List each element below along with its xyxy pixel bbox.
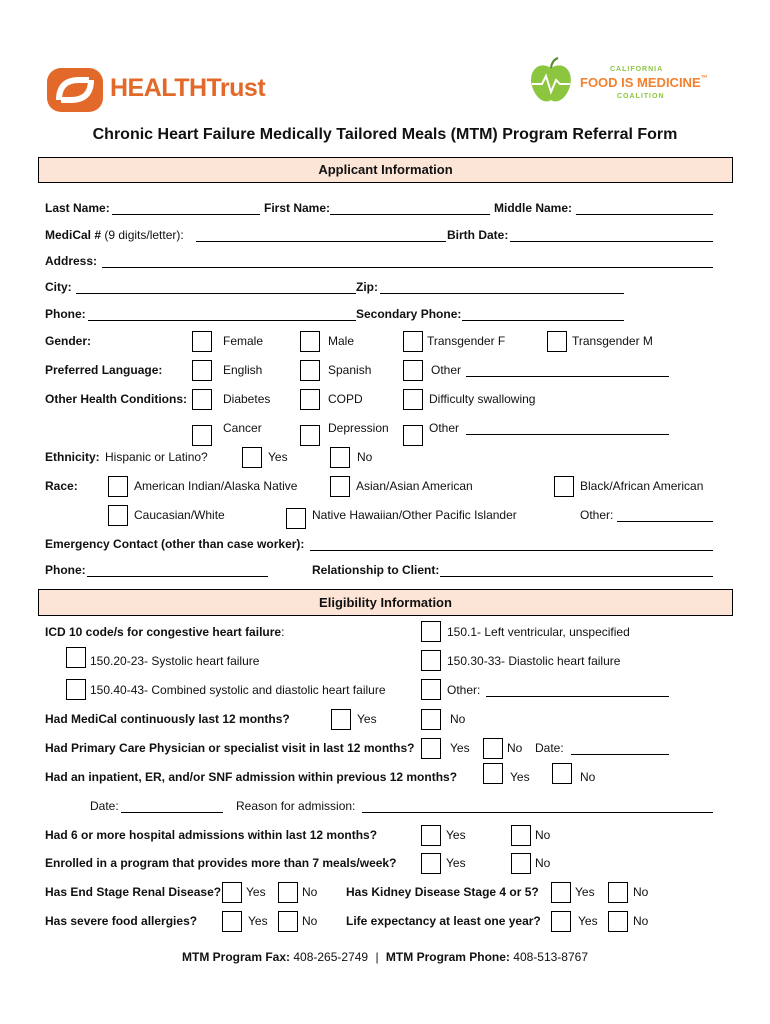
enrolled-question: Enrolled in a program that provides more than 7 meals/week?: [45, 856, 397, 870]
race-caucasian-label: Caucasian/White: [134, 508, 225, 522]
emergency-phone-field[interactable]: [87, 576, 268, 577]
fim-bottom-text: COALITION: [617, 93, 665, 100]
form-title: Chronic Heart Failure Medically Tailored Meals (MTM) Program Referral Form: [92, 126, 678, 143]
allergies-question: Has severe food allergies?: [45, 914, 198, 928]
footer-fax-label: MTM Program Fax:: [182, 950, 291, 964]
middle-name-field[interactable]: [576, 214, 713, 215]
health-diabetes-checkbox[interactable]: [192, 389, 212, 410]
medical-number-label: [45, 228, 184, 242]
icd-diastolic-label: 150.30-33- Diastolic heart failure: [447, 654, 621, 668]
gender-female-checkbox[interactable]: [192, 331, 212, 352]
six-admissions-yes-checkbox[interactable]: [421, 825, 441, 846]
city-field[interactable]: [76, 293, 356, 294]
health-other-field[interactable]: [466, 434, 669, 435]
phone-label: Phone:: [45, 307, 86, 321]
race-black-checkbox[interactable]: [554, 476, 574, 497]
ethnicity-no-label: No: [357, 450, 373, 464]
medical-number-bold: MediCal #: [45, 228, 102, 242]
medical-continuous-question: Had MediCal continuously last 12 months?: [45, 712, 290, 726]
life-expectancy-yes-label: Yes: [578, 914, 598, 928]
esrd-no-label: No: [302, 885, 318, 899]
language-english-label: English: [223, 363, 263, 377]
ethnicity-label: Ethnicity:: [45, 450, 100, 464]
icd-combined-label: 150.40-43- Combined systolic and diastolic heart failure: [90, 683, 386, 697]
gender-label: Gender:: [45, 334, 92, 348]
health-depression-label: Depression: [328, 421, 389, 435]
language-spanish-label: Spanish: [328, 363, 372, 377]
pcp-visit-yes-label: Yes: [450, 741, 470, 755]
inpatient-no-checkbox[interactable]: [552, 763, 572, 784]
zip-label: Zip:: [356, 280, 378, 294]
pcp-visit-yes-checkbox[interactable]: [421, 738, 441, 759]
six-admissions-no-checkbox[interactable]: [511, 825, 531, 846]
health-depression-checkbox[interactable]: [300, 425, 320, 446]
footer-fax-number: 408-265-2749: [293, 950, 369, 964]
health-other-checkbox[interactable]: [403, 425, 423, 446]
icd-label-colon: :: [281, 625, 285, 639]
icd-left-ventricular-checkbox[interactable]: [421, 621, 441, 642]
life-expectancy-no-checkbox[interactable]: [608, 911, 628, 932]
admission-date-label: Date:: [90, 799, 119, 813]
inpatient-no-label: No: [580, 770, 596, 784]
fim-tm: ™: [700, 75, 708, 82]
icd-left-ventricular-label: 150.1- Left ventricular, unspecified: [447, 625, 630, 639]
medical-continuous-yes-label: Yes: [357, 712, 377, 726]
fim-top-text: CALIFORNIA: [610, 66, 664, 73]
relationship-label: Relationship to Client:: [312, 563, 440, 577]
icd-systolic-checkbox[interactable]: [66, 647, 86, 668]
kidney-yes-checkbox[interactable]: [551, 882, 571, 903]
health-cancer-label: Cancer: [223, 421, 262, 435]
icd-systolic-label: 150.20-23- Systolic heart failure: [90, 654, 260, 668]
footer-contact: [0, 950, 770, 964]
life-expectancy-yes-checkbox[interactable]: [551, 911, 571, 932]
enrolled-no-checkbox[interactable]: [511, 853, 531, 874]
gender-male-checkbox[interactable]: [300, 331, 320, 352]
allergies-no-label: No: [302, 914, 318, 928]
health-copd-label: COPD: [328, 392, 363, 406]
birth-date-label: Birth Date:: [447, 228, 509, 242]
ethnicity-yes-label: Yes: [268, 450, 288, 464]
icd-other-label: Other:: [447, 683, 481, 697]
medical-number-rest: (9 digits/letter):: [101, 228, 184, 242]
birth-date-field[interactable]: [510, 241, 713, 242]
gender-male-label: Male: [328, 334, 355, 348]
kidney-no-label: No: [633, 885, 649, 899]
health-difficulty-swallowing-label: Difficulty swallowing: [429, 392, 536, 406]
admission-date-field[interactable]: [121, 812, 223, 813]
esrd-question: Has End Stage Renal Disease?: [45, 885, 222, 899]
ethnicity-yes-checkbox[interactable]: [242, 447, 262, 468]
enrolled-no-label: No: [535, 856, 551, 870]
medical-continuous-no-label: No: [450, 712, 466, 726]
footer-separator: |: [375, 950, 379, 964]
medical-continuous-yes-checkbox[interactable]: [331, 709, 351, 730]
address-field[interactable]: [102, 267, 713, 268]
fim-main-label: FOOD IS MEDICINE: [580, 75, 701, 90]
health-other-label: Other: [429, 421, 460, 435]
race-label: Race:: [45, 479, 78, 493]
medical-continuous-no-checkbox[interactable]: [421, 709, 441, 730]
health-copd-checkbox[interactable]: [300, 389, 320, 410]
race-other-label: Other:: [580, 508, 614, 522]
zip-field[interactable]: [380, 293, 624, 294]
secondary-phone-field[interactable]: [462, 320, 624, 321]
life-expectancy-question: Life expectancy at least one year?: [346, 914, 541, 928]
pcp-visit-no-checkbox[interactable]: [483, 738, 503, 759]
healthtrust-wordmark: HEALTHTrust: [110, 74, 266, 102]
icd-label: [45, 625, 284, 639]
relationship-field[interactable]: [440, 576, 713, 577]
phone-field[interactable]: [88, 320, 356, 321]
footer-phone-number: 408-513-8767: [513, 950, 588, 964]
footer-phone-label: MTM Program Phone:: [385, 950, 510, 964]
six-admissions-question: Had 6 or more hospital admissions within last 12 months?: [45, 828, 378, 842]
first-name-field[interactable]: [330, 214, 490, 215]
apple-heartbeat-icon: [528, 56, 574, 106]
health-conditions-label: Other Health Conditions:: [45, 392, 187, 406]
esrd-no-checkbox[interactable]: [278, 882, 298, 903]
race-asian-checkbox[interactable]: [330, 476, 350, 497]
race-native-hawaiian-label: Native Hawaiian/Other Pacific Islander: [312, 508, 517, 522]
race-caucasian-checkbox[interactable]: [108, 505, 128, 526]
healthtrust-logo-icon: [45, 66, 105, 114]
allergies-yes-label: Yes: [248, 914, 268, 928]
race-american-indian-label: American Indian/Alaska Native: [134, 479, 298, 493]
inpatient-yes-label: Yes: [510, 770, 530, 784]
language-label: Preferred Language:: [45, 363, 163, 377]
emergency-phone-label: Phone:: [45, 563, 86, 577]
icd-other-checkbox[interactable]: [421, 679, 441, 700]
kidney-no-checkbox[interactable]: [608, 882, 628, 903]
kidney-yes-label: Yes: [575, 885, 595, 899]
secondary-phone-label: Secondary Phone:: [356, 307, 462, 321]
ethnicity-question: Hispanic or Latino?: [105, 450, 208, 464]
esrd-yes-checkbox[interactable]: [222, 882, 242, 903]
enrolled-yes-checkbox[interactable]: [421, 853, 441, 874]
middle-name-label: Middle Name:: [494, 201, 573, 215]
health-difficulty-swallowing-checkbox[interactable]: [403, 389, 423, 410]
pcp-visit-date-field[interactable]: [571, 754, 669, 755]
language-spanish-checkbox[interactable]: [300, 360, 320, 381]
admission-reason-field[interactable]: [362, 812, 713, 813]
first-name-label: First Name:: [264, 201, 331, 215]
fim-main-text: [580, 75, 708, 90]
enrolled-yes-label: Yes: [446, 856, 466, 870]
language-other-field[interactable]: [466, 376, 669, 377]
emergency-contact-label: Emergency Contact (other than case worker):: [45, 537, 305, 551]
inpatient-question: Had an inpatient, ER, and/or SNF admission within previous 12 months?: [45, 770, 458, 784]
pcp-visit-question: Had Primary Care Physician or specialist visit in last 12 months?: [45, 741, 415, 755]
applicant-section-header: [38, 157, 733, 183]
eligibility-section-title: Eligibility Information: [319, 595, 452, 610]
allergies-yes-checkbox[interactable]: [222, 911, 242, 932]
icd-label-bold: ICD 10 code/s for congestive heart failure: [45, 625, 282, 639]
health-cancer-checkbox[interactable]: [192, 425, 212, 446]
last-name-field[interactable]: [112, 214, 260, 215]
kidney-question: Has Kidney Disease Stage 4 or 5?: [346, 885, 539, 899]
icd-other-field[interactable]: [486, 696, 669, 697]
icd-diastolic-checkbox[interactable]: [421, 650, 441, 671]
gender-female-label: Female: [223, 334, 264, 348]
pcp-visit-no-label: No: [507, 741, 523, 755]
pcp-visit-date-label: Date:: [535, 741, 564, 755]
gender-transgender-m-checkbox[interactable]: [547, 331, 567, 352]
ethnicity-no-checkbox[interactable]: [330, 447, 350, 468]
health-diabetes-label: Diabetes: [223, 392, 271, 406]
applicant-section-title: Applicant Information: [318, 162, 453, 177]
language-english-checkbox[interactable]: [192, 360, 212, 381]
race-american-indian-checkbox[interactable]: [108, 476, 128, 497]
city-label: City:: [45, 280, 72, 294]
esrd-yes-label: Yes: [246, 885, 266, 899]
race-other-field[interactable]: [617, 521, 713, 522]
last-name-label: Last Name:: [45, 201, 110, 215]
icd-combined-checkbox[interactable]: [66, 679, 86, 700]
inpatient-yes-checkbox[interactable]: [483, 763, 503, 784]
food-is-medicine-logo: [528, 56, 574, 111]
eligibility-section-header: [38, 589, 733, 616]
gender-transgender-f-label: Transgender F: [427, 334, 506, 348]
emergency-contact-field[interactable]: [310, 550, 713, 551]
admission-reason-label: Reason for admission:: [236, 799, 356, 813]
medical-number-field[interactable]: [196, 241, 446, 242]
life-expectancy-no-label: No: [633, 914, 649, 928]
race-native-hawaiian-checkbox[interactable]: [286, 508, 306, 529]
allergies-no-checkbox[interactable]: [278, 911, 298, 932]
race-asian-label: Asian/Asian American: [356, 479, 473, 493]
six-admissions-yes-label: Yes: [446, 828, 466, 842]
address-label: Address:: [45, 254, 98, 268]
gender-transgender-m-label: Transgender M: [572, 334, 653, 348]
race-black-label: Black/African American: [580, 479, 704, 493]
gender-transgender-f-checkbox[interactable]: [403, 331, 423, 352]
language-other-label: Other: [431, 363, 462, 377]
healthtrust-logo: [45, 66, 105, 119]
language-other-checkbox[interactable]: [403, 360, 423, 381]
six-admissions-no-label: No: [535, 828, 551, 842]
